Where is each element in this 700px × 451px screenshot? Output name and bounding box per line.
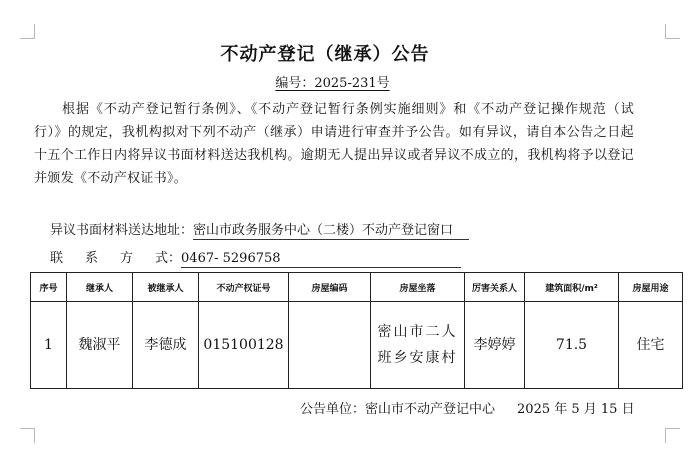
header-heir: 继承人 bbox=[67, 273, 133, 302]
cell-floor-area: 71.5 bbox=[525, 302, 619, 389]
cell-heir: 魏淑平 bbox=[67, 302, 133, 389]
registration-table bbox=[30, 272, 683, 389]
cell-usage: 住宅 bbox=[619, 302, 683, 389]
header-decedent: 被继承人 bbox=[133, 273, 199, 302]
contact-phone-value: 0467- 5296758 bbox=[181, 251, 461, 268]
header-seq: 序号 bbox=[31, 273, 67, 302]
header-usage: 房屋用途 bbox=[619, 273, 683, 302]
header-floor-area: 建筑面积/m² bbox=[525, 273, 619, 302]
notice-footer bbox=[300, 398, 635, 417]
table-header-row bbox=[31, 273, 683, 302]
contact-phone-line bbox=[50, 247, 461, 268]
contact-phone-label: 联系方 bbox=[50, 251, 156, 266]
table-row bbox=[31, 302, 683, 389]
cell-interested-party: 李婷婷 bbox=[465, 302, 525, 389]
notice-date: 2025 年 5 月 15 日 bbox=[517, 402, 635, 417]
issuer-name: 密山市不动产登记中心 bbox=[365, 402, 496, 417]
cell-decedent: 李德成 bbox=[133, 302, 199, 389]
cell-certificate-no: 015100128 bbox=[199, 302, 289, 389]
notice-body: 根据《不动产登记暂行条例》、《不动产登记暂行条例实施细则》和《不动产登记操作规范（试行）》的规定，我机构拟对下列不动产（继承）申请进行审查并予公告。如有异议，请自本公告之日起十五个工作日内将异议书面材料送达我机构。逾期无人提出异议或者异议不成立的，我机构将予以登记并颁发《不动产权证书》。 bbox=[34, 102, 634, 186]
crop-mark-top-left bbox=[20, 24, 35, 39]
objection-address-line bbox=[50, 219, 469, 240]
document-title: 不动产登记（继承）公告 bbox=[220, 44, 430, 65]
objection-address-label: 异议书面材料送达地址： bbox=[50, 223, 194, 238]
cell-location: 密山市二人班乡安康村 bbox=[371, 302, 465, 389]
header-certificate-no: 不动产权证号 bbox=[199, 273, 289, 302]
header-house-code: 房屋编码 bbox=[289, 273, 371, 302]
contact-phone-label-end: 式： bbox=[155, 251, 182, 266]
crop-mark-top-right bbox=[665, 24, 680, 39]
objection-address-value: 密山市政务服务中心（二楼）不动产登记窗口 bbox=[193, 219, 469, 240]
document-number-value: 2025-231号 bbox=[314, 76, 390, 91]
crop-mark-bottom-left bbox=[20, 428, 35, 443]
document-number-label: 编号： bbox=[275, 76, 315, 91]
issuer-label: 公告单位： bbox=[300, 402, 366, 417]
crop-mark-bottom-right bbox=[665, 428, 680, 443]
header-interested-party: 厉害关系人 bbox=[465, 273, 525, 302]
cell-seq: 1 bbox=[31, 302, 67, 389]
document-number bbox=[0, 72, 665, 91]
cell-house-code bbox=[289, 302, 371, 389]
header-location: 房屋坐落 bbox=[371, 273, 465, 302]
